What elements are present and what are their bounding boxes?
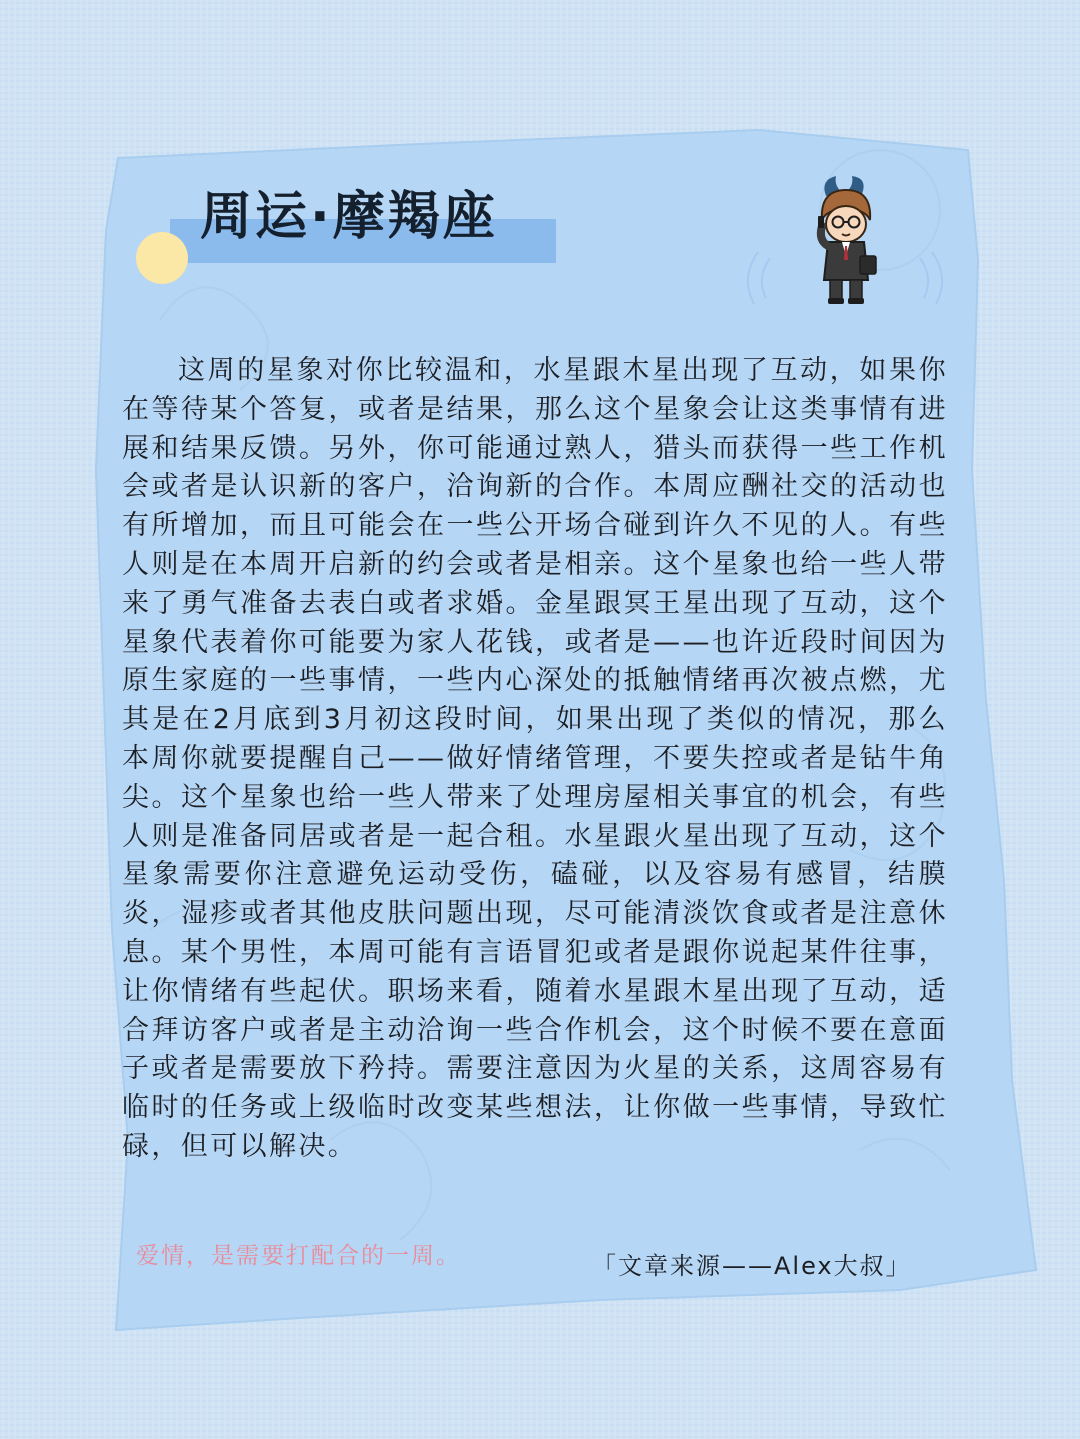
article-source: 「文章来源——Alex大叔」 bbox=[592, 1252, 912, 1280]
horoscope-article-text: 这周的星象对你比较温和，水星跟木星出现了互动，如果你在等待某个答复，或者是结果，那么这个星象会让这类事情有进展和结果反馈。另外，你可能通过熟人，猎头而获得一些工作机会或者是认识新的客户，洽询新的合作。本周应酬社交的活动也有所增加，而且可能会在一些公开场合碰到许久不见的人。有些人则是在本周开启新的约会或者是相亲。这个星象也给一些人带来了勇气准备去表白或者求婚。金星跟冥王星出现了互动，这个星象代表着你可能要为家人花钱，或者是——也许近段时间因为原生家庭的一些事情，一些内心深处的抵触情绪再次被点燃，尤其是在2月底到3月初这段时间，如果出现了类似的情况，那么本周你就要提醒自己——做好情绪管理，不要失控或者是钻牛角尖。这个星象也给一些人带来了处理房屋相关事宜的机会，有些人则是准备同居或者是一起合租。水星跟火星出现了互动，这个星象需要你注意避免运动受伤，磕碰，以及容易有感冒，结膜炎，湿疹或者其他皮肤问题出现，尽可能清淡饮食或者是注意休息。某个男性，本周可能有言语冒犯或者是跟你说起某件往事，让你情绪有些起伏。职场来看，随着水星跟木星出现了互动，适合拜访客户或者是主动洽询一些合作机会，这个时候不要在意面子或者是需要放下矜持。需要注意因为火星的关系，这周容易有临时的任务或上级临时改变某些想法，让你做一些事情，导致忙碌，但可以解决。 bbox=[122, 355, 948, 1162]
love-tagline: 爱情，是需要打配合的一周。 bbox=[136, 1243, 461, 1269]
yellow-dot-decoration bbox=[136, 232, 188, 284]
capricorn-mascot-icon bbox=[756, 176, 936, 306]
page-title: 周运·摩羯座 bbox=[200, 187, 498, 247]
